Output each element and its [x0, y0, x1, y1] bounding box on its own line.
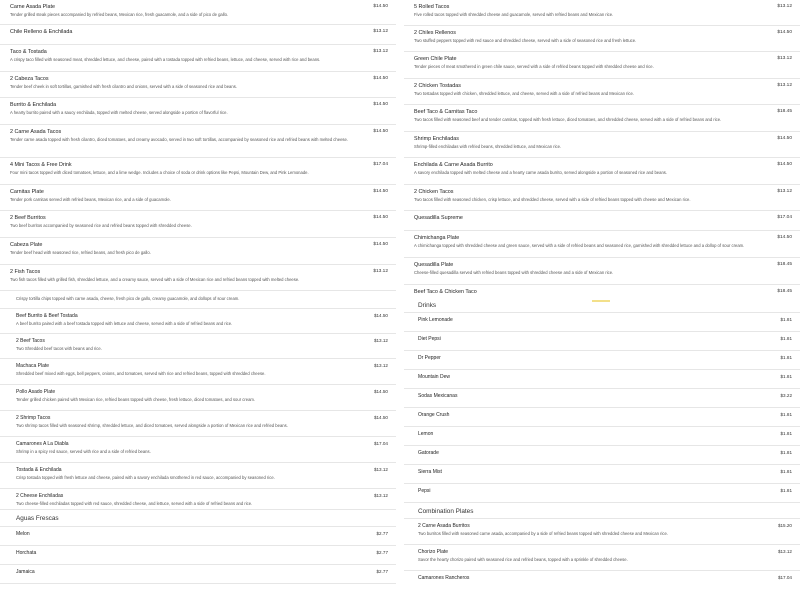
menu-item[interactable] — [0, 45, 396, 72]
item-price: $13.12 — [373, 493, 388, 498]
menu-item[interactable] — [404, 185, 800, 211]
item-description: Two burritos filled with seasoned carne asada, accompanied by a side of refried beans topped with shredded cheese and Mexican rice. — [418, 531, 669, 536]
drink-item[interactable] — [0, 546, 396, 565]
item-name: Beef Burrito & Beef Tostada — [16, 313, 78, 319]
menu-item[interactable] — [0, 437, 396, 463]
drink-price: $1.81 — [780, 431, 792, 436]
item-price: $14.50 — [373, 102, 388, 107]
item-name: Chile Relleno & Enchilada — [10, 29, 73, 35]
scroll-highlight-bar — [592, 300, 610, 302]
item-price: $14.50 — [373, 313, 388, 318]
drink-name: Jamaica — [16, 569, 35, 575]
item-description: Two stuffed peppers topped with red sauce and shredded cheese, served with a side of seasoned rice and fresh lettuce. — [414, 38, 637, 43]
item-description: A hearty burrito paired with a saucy enchilada, topped with melted cheese, served alongside a portion of flavorful rice. — [10, 110, 228, 115]
menu-item[interactable] — [404, 211, 800, 231]
item-description: Two tostadas topped with chicken, shredded lettuce, and cheese, served with a side of refried beans and Mexican rice. — [414, 91, 634, 96]
item-name: Carnitas Plate — [10, 189, 44, 195]
menu-item[interactable] — [404, 132, 800, 158]
menu-item[interactable] — [0, 359, 396, 385]
item-description: Tender pork carnitas served with refried beans, Mexican rice, and a side of guacamole. — [10, 197, 171, 202]
item-description: A crispy taco filled with seasoned meat, shredded lettuce, and cheese, paired with a tostada topped with refried beans, lettuce, and cheese, served with rice and beans. — [10, 57, 321, 62]
drink-price: $2.77 — [376, 569, 388, 574]
item-name: 2 Chicken Tacos — [414, 189, 454, 195]
item-name: Quesadilla Plate — [414, 262, 454, 268]
item-price: $13.12 — [373, 29, 388, 34]
menu-item[interactable] — [0, 238, 396, 265]
item-price: $14.50 — [777, 30, 792, 35]
item-description: Tender grilled chicken paired with Mexican rice, refried beans topped with cheese, fresh lettuce, diced tomatoes, and sour cream. — [16, 397, 256, 402]
item-price: $17.04 — [373, 441, 388, 446]
item-name: 2 Beef Tacos — [16, 338, 45, 344]
item-name: Cabeza Plate — [10, 242, 43, 248]
item-price: $13.12 — [373, 269, 388, 274]
item-name: Beef Taco & Carnitas Taco — [414, 109, 478, 115]
combo-item[interactable] — [404, 545, 800, 571]
menu-item[interactable] — [0, 25, 396, 45]
menu-item[interactable] — [0, 158, 396, 185]
item-name: 5 Rolled Tacos — [414, 4, 450, 10]
drink-name: Dr Pepper — [418, 355, 441, 361]
item-name: 2 Cabeza Tacos — [10, 76, 49, 82]
drink-name: Gatorade — [418, 450, 439, 456]
item-price: $17.04 — [373, 162, 388, 167]
drink-item[interactable] — [404, 465, 800, 484]
item-price: $13.12 — [777, 83, 792, 88]
menu-item[interactable] — [404, 258, 800, 285]
item-description: Four mini tacos topped with diced tomatoes, lettuce, and a lime wedge. Includes a choice of soda or drink options like Pepsi, Mountain Dew, and Pink Lemonade. — [10, 170, 309, 175]
drink-price: $1.81 — [780, 450, 792, 455]
item-description: Shrimp in a spicy red sauce, served with rice and a side of refried beans. — [16, 449, 151, 454]
item-name: Enchilada & Carne Asada Burrito — [414, 162, 493, 168]
menu-item[interactable] — [0, 334, 396, 359]
section-header-combination-plates — [404, 503, 800, 519]
item-name: Carne Asada Plate — [10, 4, 55, 10]
drink-item[interactable] — [404, 389, 800, 408]
menu-item[interactable] — [0, 385, 396, 411]
item-description: Tender carne asada topped with fresh cilantro, diced tomatoes, and creamy avocado, served in two soft tortillas, accompanied by seasoned rice and refried beans with melted cheese. — [10, 137, 348, 142]
drink-name: Sodas Mexicanas — [418, 393, 458, 399]
drink-price: $1.81 — [780, 412, 792, 417]
menu-item[interactable] — [0, 125, 396, 158]
item-name: 4 Mini Tacos & Free Drink — [10, 162, 72, 168]
item-description: Cheese-filled quesadilla served with refried beans topped with shredded cheese and a side of Mexican rice. — [414, 270, 614, 275]
drink-name: Sierra Mist — [418, 469, 442, 475]
menu-item[interactable] — [404, 26, 800, 52]
item-description: A chimichanga topped with shredded cheese and green sauce, served with a side of refried beans and seasoned rice, garnished with shredded lettuce and a dollop of sour cream. — [414, 243, 745, 248]
item-description: Tender beef cheek in soft tortillas, garnished with fresh cilantro and onions, served with a side of seasoned rice and beans. — [10, 84, 237, 89]
item-name: 2 Carne Asada Burritos — [418, 523, 470, 529]
drink-name: Pink Lemonade — [418, 317, 453, 323]
drink-item[interactable] — [404, 332, 800, 351]
drink-price: $2.77 — [376, 550, 388, 555]
drink-name: Horchata — [16, 550, 37, 556]
item-description: Two tacos filled with seasoned beef and tender carnitas, topped with fresh lettuce, diced tomatoes, and shredded cheese, served with a side of refried beans and rice. — [414, 117, 722, 122]
left-menu-column — [0, 0, 396, 600]
item-description: Tender pieces of meat smothered in green chile sauce, served with a side of refried beans topped with shredded cheese and rice. — [414, 64, 654, 69]
item-name: Chorizo Plate — [418, 549, 449, 555]
menu-item[interactable] — [0, 489, 396, 510]
item-price: $14.50 — [373, 189, 388, 194]
item-name: Shrimp Enchiladas — [414, 136, 459, 142]
menu-item[interactable] — [0, 265, 396, 291]
drink-item[interactable] — [404, 351, 800, 370]
item-price: $13.12 — [777, 189, 792, 194]
item-name: Quesadilla Supreme — [414, 215, 463, 221]
menu-item[interactable] — [404, 231, 800, 258]
drink-name: Mountain Dew — [418, 374, 450, 380]
drink-item[interactable] — [404, 370, 800, 389]
item-price: $14.50 — [373, 415, 388, 420]
item-description: Two shrimp tacos filled with seasoned shrimp, shredded lettuce, and diced tomatoes, served alongside a portion of Mexican rice and refried beans. — [16, 423, 288, 428]
drink-item[interactable] — [404, 408, 800, 427]
item-price: $14.50 — [373, 129, 388, 134]
item-name: Chimichanga Plate — [414, 235, 460, 241]
item-price: $14.50 — [373, 242, 388, 247]
menu-item[interactable] — [0, 72, 396, 98]
item-price: $13.12 — [373, 467, 388, 472]
item-description: Two beef burritos accompanied by seasoned rice and refried beans topped with shredded cheese. — [10, 223, 192, 228]
item-description: Crispy tortilla chips topped with carne asada, cheese, fresh pico de gallo, creamy guacamole, and dollops of sour cream. — [16, 296, 240, 301]
item-description: Shredded beef mixed with eggs, bell peppers, onions, and tomatoes, served with rice and refried beans, topped with shredded cheese. — [16, 371, 266, 376]
drink-name: Diet Pepsi — [418, 336, 441, 342]
item-description: Crisp tostada topped with fresh lettuce and cheese, paired with a savory enchilada smothered in red sauce, accompanied by seasoned rice. — [16, 475, 275, 480]
item-price: $14.50 — [777, 162, 792, 167]
item-description: Savor the hearty chorizo paired with seasoned rice and refried beans, topped with a sprinkle of shredded cheese. — [418, 557, 628, 562]
section-title: Aguas Frescas — [16, 515, 59, 522]
item-description: A savory enchilada topped with melted cheese and a hearty carne asada burrito, served alongside a portion of seasoned rice and beans. — [414, 170, 668, 175]
menu-item[interactable] — [404, 285, 800, 297]
item-price: $14.50 — [373, 389, 388, 394]
item-price: $13.12 — [373, 338, 388, 343]
item-price: $18.45 — [777, 109, 792, 114]
drink-item[interactable] — [0, 527, 396, 546]
menu-item[interactable] — [0, 0, 396, 25]
item-price: $13.12 — [373, 363, 388, 368]
drink-item[interactable] — [404, 446, 800, 465]
menu-item[interactable] — [0, 98, 396, 125]
item-name: 2 Shrimp Tacos — [16, 415, 51, 421]
drink-price: $1.81 — [780, 355, 792, 360]
item-price: $14.50 — [373, 4, 388, 9]
drink-price: $1.81 — [780, 336, 792, 341]
drink-name: Lemon — [418, 431, 434, 437]
item-price: $14.50 — [777, 136, 792, 141]
item-price: $14.50 — [373, 215, 388, 220]
item-name: Green Chile Plate — [414, 56, 457, 62]
menu-item[interactable] — [0, 411, 396, 437]
item-name: Camarones Rancheros — [418, 575, 470, 581]
item-name: Tostada & Enchilada — [16, 467, 62, 473]
item-name: Camarones A La Diabla — [16, 441, 69, 447]
drink-name: Pepsi — [418, 488, 431, 494]
item-price: $15.20 — [777, 523, 792, 528]
item-name: Beef Taco & Chicken Taco — [414, 289, 477, 295]
drink-price: $2.77 — [376, 531, 388, 536]
drink-item[interactable] — [404, 484, 800, 503]
section-header-aguas-frescas — [0, 510, 396, 527]
menu-item[interactable] — [404, 79, 800, 105]
section-title: Drinks — [418, 302, 437, 309]
item-name: Machaca Plate — [16, 363, 50, 369]
drink-item[interactable] — [0, 565, 396, 584]
item-price: $13.12 — [373, 49, 388, 54]
item-name: 2 Cheese Enchiladas — [16, 493, 64, 499]
drink-item[interactable] — [404, 313, 800, 332]
item-price: $14.50 — [373, 76, 388, 81]
combo-item[interactable] — [404, 519, 800, 545]
menu-item[interactable] — [0, 309, 396, 334]
item-description: Two Shredded beef tacos with beans and rice. — [16, 346, 102, 351]
drink-price: $3.22 — [780, 393, 792, 398]
item-price: $17.04 — [777, 215, 792, 220]
menu-item[interactable] — [404, 0, 800, 26]
item-price: $13.12 — [777, 549, 792, 554]
item-description: Tender beef head with seasoned rice, refried beans, and fresh pico de gallo. — [10, 250, 151, 255]
menu-item[interactable] — [0, 211, 396, 238]
item-description: Two fish tacos filled with grilled fish, shredded lettuce, and a creamy sauce, served with a side of Mexican rice and refried beans topped with melted cheese. — [10, 277, 300, 282]
item-name: 2 Chicken Tostadas — [414, 83, 461, 89]
item-price: $13.12 — [777, 4, 792, 9]
item-description: Shrimp-filled enchiladas with refried beans, shredded lettuce, and Mexican rice. — [414, 144, 562, 149]
item-price: $14.50 — [777, 235, 792, 240]
drink-item[interactable] — [404, 427, 800, 446]
menu-item[interactable] — [404, 52, 800, 79]
drink-price: $1.81 — [780, 374, 792, 379]
item-description: A beef burrito paired with a beef tostada topped with lettuce and cheese, served with a side of refried beans and rice. — [16, 321, 233, 326]
item-price: $17.04 — [777, 575, 792, 580]
menu-item[interactable] — [0, 463, 396, 489]
drink-price: $1.81 — [780, 488, 792, 493]
menu-item[interactable] — [404, 105, 800, 132]
menu-item[interactable] — [0, 185, 396, 211]
item-name: Pollo Asado Plate — [16, 389, 56, 395]
item-description: Two tacos filled with seasoned chicken, crisp lettuce, and shredded cheese, served with a side of refried beans topped with cheese and Mexican rice. — [414, 197, 691, 202]
drink-name: Melon — [16, 531, 30, 537]
item-description: Tender grilled steak pieces accompanied by refried beans, Mexican rice, fresh guacamole, and a side of pico de gallo. — [10, 12, 229, 17]
item-price: $18.45 — [777, 289, 792, 294]
menu-item[interactable] — [404, 158, 800, 185]
menu-item[interactable] — [0, 291, 396, 309]
section-title: Combination Plates — [418, 508, 474, 515]
item-name: 2 Fish Tacos — [10, 269, 41, 275]
item-name: 2 Beef Burritos — [10, 215, 46, 221]
drink-price: $1.81 — [780, 317, 792, 322]
drink-price: $1.81 — [780, 469, 792, 474]
item-name: Burrito & Enchilada — [10, 102, 57, 108]
item-description: Five rolled tacos topped with shredded cheese and guacamole, served with refried beans and Mexican rice. — [414, 12, 614, 17]
item-name: 2 Carne Asada Tacos — [10, 129, 62, 135]
item-price: $18.45 — [777, 262, 792, 267]
item-name: Taco & Tostada — [10, 49, 47, 55]
item-name: 2 Chiles Rellenos — [414, 30, 456, 36]
item-description: Two cheese-filled enchiladas topped with red sauce, shredded cheese, and lettuce, served with a side of refried beans and rice. — [16, 501, 253, 506]
item-price: $13.12 — [777, 56, 792, 61]
combo-item[interactable] — [404, 571, 800, 587]
drink-name: Orange Crush — [418, 412, 450, 418]
